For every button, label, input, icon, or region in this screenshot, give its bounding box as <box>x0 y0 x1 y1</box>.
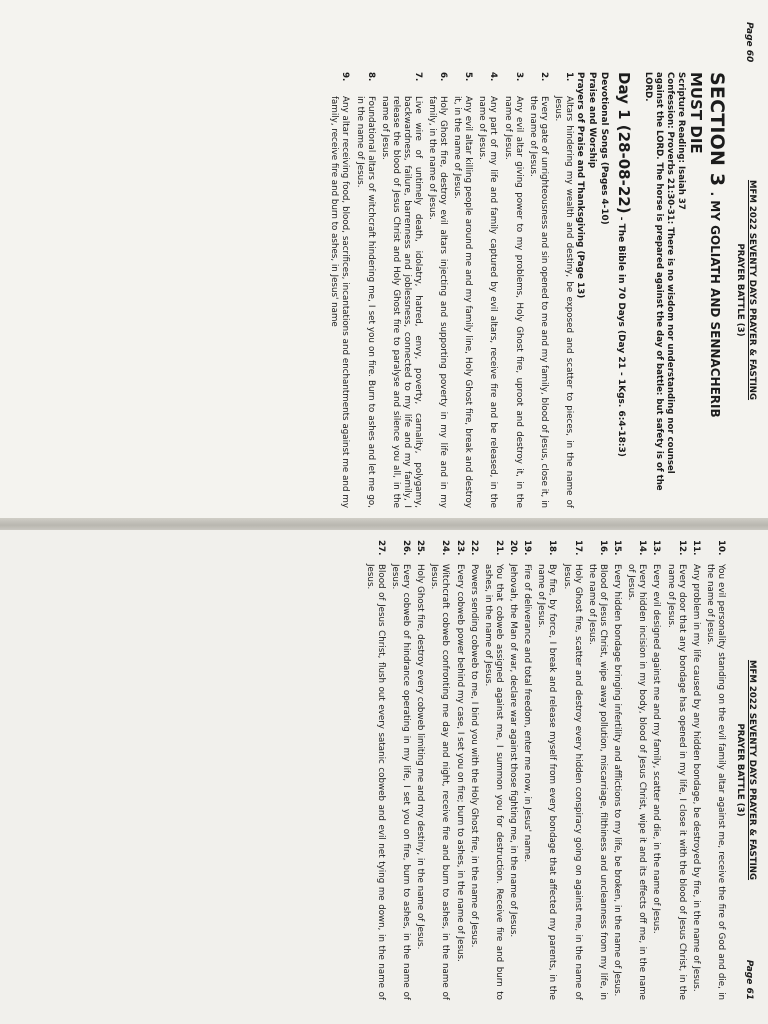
prayer-item <box>586 540 608 1000</box>
prayer-number: 13. <box>651 540 662 556</box>
prayer-item <box>414 540 425 1000</box>
prayer-item <box>426 72 448 508</box>
prayer-item <box>611 540 622 1000</box>
prayer-item <box>536 540 558 1000</box>
prayer-number: 14. <box>637 540 648 556</box>
running-head-subtitle: PRAYER BATTLE (3) <box>735 723 745 817</box>
prayer-text: Any problem in my life caused by any hidden bondage, be destroyed by fire, in the name of Jesus. <box>690 564 701 992</box>
prayer-text: Holy Ghost fire, destroy evil altars injecting and supporting poverty in my life and in my family, in the name of Jesus. <box>427 96 449 508</box>
running-head-title: MFM 2022 SEVENTY DAYS PRAYER & FASTING <box>747 179 757 401</box>
prayer-text: Any evil altar giving power to my problems, Holy Ghost fire, uproot and destroy it, in the name of Jesus. <box>502 96 524 508</box>
prayer-text: Every gate of unrighteousness and sin opened to me and my family, blood of Jesus, close it, in the name of Jesus. <box>527 96 549 508</box>
prayer-item <box>502 72 524 508</box>
prayer-number: 20. <box>508 540 519 556</box>
prayer-item <box>482 540 504 1000</box>
prayer-text: Any altar receiving food, blood, sacrifices, incantations and enchantments against me and my family, receive fire and burn to ashes, in Jesus' name <box>329 96 351 508</box>
prayer-number: 7. <box>412 72 423 82</box>
prayer-text: Any part of my life and family captured by evil altars, receive fire and be released, in the name of Jesus. <box>477 96 499 508</box>
prayer-number: 18. <box>547 540 558 556</box>
prayer-text: Every door that any bondage has opened in my life, I close it with the blood of Jesus Christ, in the name of Jesus. <box>665 564 687 1000</box>
prayer-text: Every hidden incision in my body, blood of Jesus Christ, wipe it and its effects off me, in the name of Jesus. <box>626 564 648 1000</box>
prayer-number: 4. <box>488 72 499 82</box>
prayer-item <box>690 540 701 1000</box>
right-page <box>0 530 768 1024</box>
prayer-text: Blood of Jesus Christ, wipe away pollution, miscarriage, filthiness and uncleanness from my life, in the name of Jesus. <box>586 564 608 1000</box>
prayer-text: Every evil designed against me and my family, scatter and die, in the name of Jesus. <box>651 564 662 934</box>
prayer-number: 6. <box>438 72 449 82</box>
prayer-number: 17. <box>572 540 583 556</box>
prayer-item <box>665 540 687 1000</box>
prayer-item <box>561 540 583 1000</box>
devotional-songs: Devotional Songs (Pages 4-10) <box>599 72 609 225</box>
prayer-number: 12. <box>676 540 687 556</box>
prayer-text: Blood of Jesus Christ, flush out every satanic cobweb and evil net tying me down, in the name of Jesus. <box>364 564 386 1000</box>
prayer-text: Any evil altar killing people around me and my family line, Holy Ghost fire, break and destroy it, in the name of Jesus. <box>452 96 474 508</box>
running-head-subtitle: PRAYER BATTLE (3) <box>735 243 745 337</box>
prayer-number: 16. <box>597 540 608 556</box>
prayer-number: 5. <box>463 72 474 82</box>
prayer-number: 27. <box>375 540 386 556</box>
prayer-item <box>625 540 647 1000</box>
prayer-text: Witchcraft cobweb confronting me day and night, receive fire and burn to ashes, in the name of Jesus. <box>429 564 451 1000</box>
day-title: Day 1 (28-08-22) <box>615 72 633 214</box>
day-heading <box>611 72 634 508</box>
prayer-item <box>552 72 574 508</box>
prayer-item <box>454 540 465 1000</box>
prayer-number: 10. <box>716 540 726 556</box>
prayer-number: 19. <box>522 540 533 556</box>
prayer-text: Holy Ghost fire, destroy every cobweb limiting me and my destiny, in the name of Jesus. <box>415 564 426 950</box>
prayer-number: 24. <box>440 540 451 556</box>
prayer-item <box>507 540 518 1000</box>
prayer-number: 1. <box>564 72 574 82</box>
prayer-number: 26. <box>401 540 411 556</box>
prayer-item <box>476 72 498 508</box>
section-title-line-2: MUST DIE <box>687 72 705 154</box>
prayer-item <box>527 72 549 508</box>
prayer-text: Foundational altars of witchcraft hindering me, I set you on fire. Burn to ashes and let me go, in the name of Jesus. <box>354 96 376 508</box>
prayer-item <box>389 540 411 1000</box>
page-number: Page 61 <box>744 959 754 1000</box>
prayer-item <box>354 72 376 508</box>
confession: Confession: Proverbs 21:30-31: There is no wisdom nor understanding nor counsel against the LORD. The horse is prepared against the day of battle: but safety is of the LORD. <box>643 72 675 491</box>
praise-and-worship: Praise and Worship <box>587 72 597 169</box>
prayer-number: 23. <box>454 540 465 556</box>
section-label: SECTION 3 <box>706 72 728 187</box>
prayer-number: 9. <box>340 72 351 82</box>
prayer-text: By fire, by force, I break and release myself from every bondage that affected my parents, in the name of Jesus. <box>536 564 558 1000</box>
prayer-item <box>650 540 661 1000</box>
prayer-item <box>364 540 386 1000</box>
section-title <box>686 72 726 508</box>
running-head <box>734 540 758 1000</box>
prayer-number: 3. <box>513 72 524 82</box>
prayer-number: 15. <box>612 540 623 556</box>
prayer-list-right <box>364 540 726 1000</box>
prayer-text: Every cobweb power behind my case, I set you on fire; burn to ashes, in the name of Jesus. <box>454 564 465 962</box>
prayer-list-left <box>329 72 575 508</box>
page-number: Page 60 <box>744 22 754 63</box>
prayer-text: You that cobweb assigned against me, I summon you for destruction. Receive fire and burn to ashes, in the name of Jesus. <box>482 564 504 1000</box>
prayer-item <box>329 72 351 508</box>
prayer-text: Every cobweb of hindrance operating in my life, I set you on fire, burn to ashes, in the name of Jesus. <box>390 564 411 1000</box>
prayer-number: 8. <box>365 72 376 82</box>
scripture-reading: Scripture Reading: Isaiah 37 <box>676 72 686 210</box>
prayer-text: You evil personality standing on the evil family altar against me, receive the fire of God and die, in the name of Jesus. <box>705 564 726 1000</box>
prayer-text: Altars hindering my wealth and destiny, be exposed and scatter to pieces, in the name of Jesus. <box>553 96 574 508</box>
prayer-item <box>379 72 423 508</box>
prayer-number: 2. <box>538 72 549 82</box>
prayer-item <box>521 540 532 1000</box>
section-title-line-1: . MY GOLIATH AND SENNACHERIB <box>708 191 722 418</box>
prayer-item <box>468 540 479 1000</box>
prayer-text: Every hidden bondage bringing infertility and afflictions to my life, be broken, in the name of Jesus. <box>612 564 623 997</box>
prayer-number: 21. <box>493 540 504 556</box>
day-reading: - The Bible in 70 Days (Day 21 - 1Kgs. 6:4-18:3) <box>616 213 626 457</box>
prayer-number: 22. <box>468 540 479 556</box>
prayers-heading: Prayers of Praise and Thanksgiving (Page 13) <box>575 72 585 299</box>
prayer-item <box>451 72 473 508</box>
prayer-number: 25. <box>415 540 426 556</box>
prayer-item <box>428 540 450 1000</box>
prayer-text: Holy Ghost fire, scatter and destroy every hidden conspiracy going on against me, in the name of Jesus. <box>561 564 583 1000</box>
prayer-text: Jehovah, the Man of war, declare war against those fighting me, in the name of Jesus. <box>508 564 519 938</box>
running-head-title: MFM 2022 SEVENTY DAYS PRAYER & FASTING <box>747 659 757 881</box>
prayer-text: Powers sending cobweb to me, I bind you with the Holy Ghost fire, in the name of Jesus. <box>468 564 479 948</box>
running-head <box>734 72 758 508</box>
prayer-text: Fire of deliverance and total freedom, enter me now, in Jesus' name. <box>522 564 533 863</box>
prayer-item <box>704 540 726 1000</box>
prayer-text: Live wire of untimely death, idolatry, hatred, envy, poverty, carnality, polygamy, backwardness, failure, barrenness and joblessness, connected to my life and my family, I release the blood of Jesus Christ and Holy Ghost fire to paralyse and silence you all, in the name of Jesus. <box>379 96 423 508</box>
prayer-number: 11. <box>690 540 701 556</box>
